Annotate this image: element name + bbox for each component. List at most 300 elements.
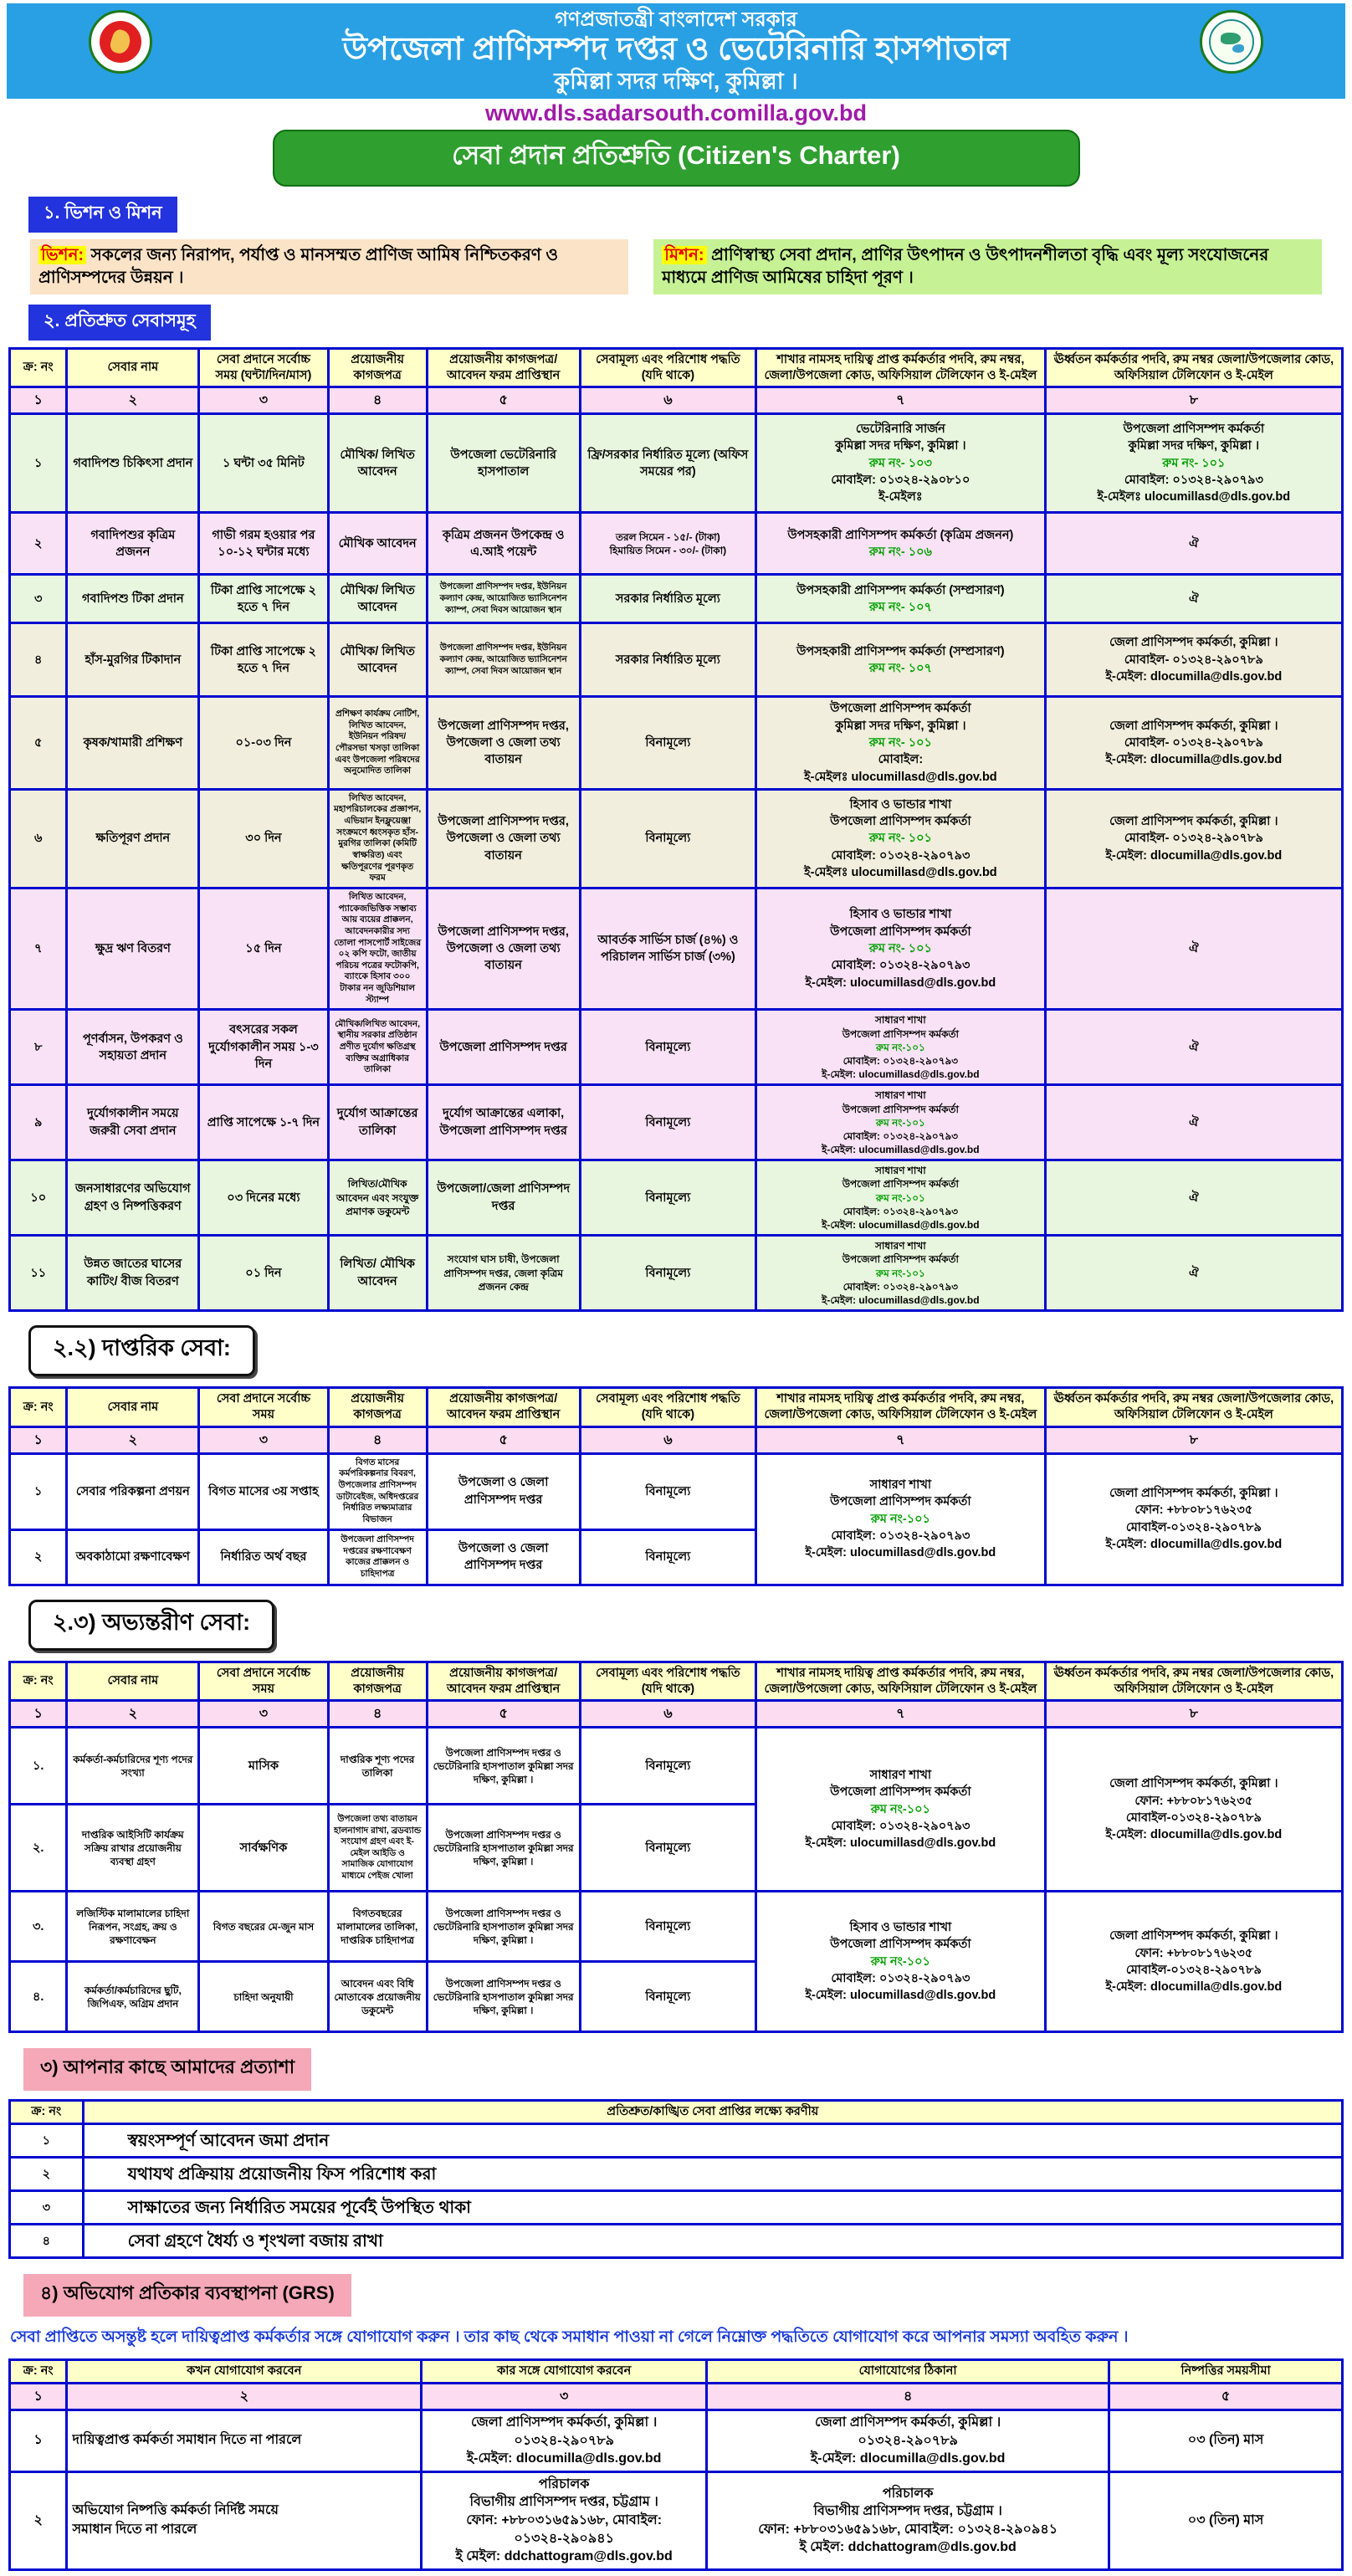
table-cell: ৬ xyxy=(10,789,67,888)
cell-line: সাধারণ শাখা xyxy=(874,1089,926,1102)
table-cell: ঐ xyxy=(1045,1085,1342,1160)
cell-line: রুম নং-১০১ xyxy=(875,1116,925,1129)
cell-line: উপজেলা প্রাণিসম্পদ কর্মকর্তা xyxy=(830,702,971,716)
cell-line: উপজেলা প্রাণিসম্পদ কর্মকর্তা xyxy=(830,814,971,828)
table-cell: ০১ দিন xyxy=(199,1236,329,1311)
table-header-row xyxy=(10,1662,1343,1701)
cell-line: রুম নং- ১০১ xyxy=(868,832,932,846)
table-cell: ঐ xyxy=(1045,575,1342,623)
cell-line: ই-মেইলঃ ulocumillasd@dls.gov.bd xyxy=(804,770,997,784)
cell-line: লজিস্টিক মালামালের চাহিদা নিরূপন, সংগ্রহ, ক্রয় ও রক্ষণাবেক্ষন xyxy=(76,1907,190,1946)
table-cell: বিনামূল্যে xyxy=(580,1529,755,1585)
table-row xyxy=(10,2225,1343,2258)
column-number: ১ xyxy=(10,387,67,414)
cell-line: কুমিল্লা সদর দক্ষিণ, কুমিল্লা । xyxy=(835,719,966,733)
table-cell: ৭ xyxy=(10,888,67,1009)
cell-line: রুম নং-১০১ xyxy=(875,1191,925,1204)
column-header: ক্র: নং xyxy=(10,1662,67,1701)
table-cell: ২ xyxy=(10,513,67,575)
dls-logo-icon xyxy=(1200,10,1263,74)
table-row xyxy=(10,2124,1343,2158)
cell-line: সমাধান দিতে না পারলে xyxy=(72,2522,197,2537)
cell-line: উপজেলা প্রাণিসম্পদ কর্মকর্তা xyxy=(842,1103,960,1115)
column-header: ঊর্ধ্বতন কর্মকর্তার পদবি, রুম নম্বর জেলা/উপজেলার কোড, অফিসিয়াল টেলিফোন ও ই-মেইল xyxy=(1045,348,1342,387)
column-number: ৫ xyxy=(427,1701,580,1728)
table-cell: ০১-০৩ দিন xyxy=(199,697,329,789)
column-number: ৬ xyxy=(580,1426,755,1453)
cell-line: ই-মেইল: ulocumillasd@dls.gov.bd xyxy=(805,1989,996,2003)
vision-mission-row xyxy=(30,239,1322,294)
table-cell: গাভী গরম হওয়ার পর ১০-১২ ঘন্টার মধ্যে xyxy=(199,513,329,575)
column-header: ঊর্ধ্বতন কর্মকর্তার পদবি, রুম নম্বর জেলা/উপজেলার কোড, অফিসিয়াল টেলিফোন ও ই-মেইল xyxy=(1045,1662,1342,1701)
table-cell: হাঁস-মুরগির টিকাদান xyxy=(67,623,199,697)
column-header: সেবার নাম xyxy=(67,348,199,387)
cell-line: ই-মেইল: ulocumillasd@dls.gov.bd xyxy=(805,976,996,990)
table-cell xyxy=(1045,1892,1342,2032)
table-row xyxy=(10,623,1343,697)
cell-line: উপজেলা প্রাণিসম্পদ দপ্তর, ইউনিয়ন কল্যাণ কেন্দ্র, আয়োজিত ভ্যাসিনেশন ক্যাম্প, সেবা দিবস আয়োজন স্থান xyxy=(439,643,567,676)
table-cell xyxy=(1045,1453,1342,1585)
cell-line: সাক্ষাতের জন্য নির্ধারিত সময়ের পূর্বেই উপস্থিত থাকা xyxy=(127,2198,471,2217)
table-cell xyxy=(756,513,1046,575)
column-header: সেবা প্রদানে সর্বোচ্চ সময় (ঘন্টা/দিন/মাস) xyxy=(199,348,329,387)
table-cell: ১ xyxy=(10,1453,67,1529)
table-cell: বিনামূল্যে xyxy=(580,697,755,789)
table-cell xyxy=(328,789,427,888)
column-number: ৩ xyxy=(199,1426,329,1453)
column-number: ২ xyxy=(67,1426,199,1453)
cell-line: হিসাব ও ভান্ডার শাখা xyxy=(849,908,952,922)
cell-line: উপজেলা প্রাণিসম্পদ কর্মকর্তা xyxy=(830,1785,971,1800)
table-row xyxy=(10,697,1343,789)
cell-line: সাধারণ শাখা xyxy=(874,1014,926,1027)
cell-line: উপজেলা প্রাণিসম্পদ দপ্তর, ইউনিয়ন কল্যাণ কেন্দ্র, আয়োজিত ভ্যাসিনেশন ক্যাম্প, সেবা দিবস আয়োজন স্থান xyxy=(439,581,567,615)
table-cell: মৌখিক/ লিখিত আবেদন xyxy=(328,414,427,513)
column-number: ৫ xyxy=(427,1426,580,1453)
table-cell xyxy=(580,513,755,575)
table-cell: উপজেলা প্রাণিসম্পদ দপ্তর xyxy=(427,1010,580,1085)
column-number: ৭ xyxy=(756,1701,1046,1728)
table-cell xyxy=(1045,789,1342,888)
cell-line: ই-মেইল: dlocumilla@dls.gov.bd xyxy=(466,2451,662,2466)
table-cell: বিনামূল্যে xyxy=(580,1892,755,1962)
table-cell xyxy=(756,697,1046,789)
cell-line: রুম নং-১০১ xyxy=(870,1954,930,1969)
cell-line: বিগত মাসের কর্মপরিকল্পনার বিবরণ, উপজেলার প্রাণিসম্পদ ডাটাবেইজ, অধিদপ্তরের নির্ধারিত লক্ষ্যমাত্রার বিভাজন xyxy=(336,1457,419,1525)
table-cell xyxy=(67,1728,199,1805)
table-cell xyxy=(756,1160,1046,1236)
table-cell xyxy=(83,2225,1342,2258)
cell-line: জেলা প্রাণিসম্পদ কর্মকর্তা, কুমিল্লা । xyxy=(471,2415,658,2430)
vision-text: সকলের জন্য নিরাপদ, পর্যাপ্ত ও মানসম্মত প্রাণিজ আমিষ নিশ্চিতকরণ ও প্রাণিসম্পদের উন্নয়ন । xyxy=(38,245,559,287)
column-number: ৫ xyxy=(1109,2384,1343,2410)
column-number: ৫ xyxy=(427,387,580,414)
table-cell xyxy=(707,2471,1109,2569)
govt-seal-inner xyxy=(100,21,141,63)
table-cell xyxy=(67,1805,199,1892)
table-cell: বিনামূল্যে xyxy=(580,1962,755,2032)
table-cell: ৩০ দিন xyxy=(199,789,329,888)
table-cell: ঐ xyxy=(1045,513,1342,575)
cell-line: ই-মেইলঃ xyxy=(878,490,923,504)
table-cell xyxy=(83,2191,1342,2225)
cell-line: জেলা প্রাণিসম্পদ কর্মকর্তা, কুমিল্লা । xyxy=(1109,1929,1278,1944)
cell-line: ই-মেইলঃ ulocumillasd@dls.gov.bd xyxy=(1097,490,1291,504)
cell-line: জেলা প্রাণিসম্পদ কর্মকর্তা, কুমিল্লা । xyxy=(1109,636,1278,650)
table-cell xyxy=(427,1805,580,1892)
table-cell: বিনামূল্যে xyxy=(580,1085,755,1160)
table-cell: ঐ xyxy=(1045,1160,1342,1236)
table-cell: প্রাপ্তি সাপেক্ষে ১-৭ দিন xyxy=(199,1085,329,1160)
cell-line: ই-মেইল: ulocumillasd@dls.gov.bd xyxy=(805,1546,996,1560)
column-header: সেবামূল্য এবং পরিশোধ পদ্ধতি (যদি থাকে) xyxy=(580,348,755,387)
cell-line: কুমিল্লা সদর দক্ষিণ, কুমিল্লা । xyxy=(1128,439,1260,453)
cell-line: পরিচালক xyxy=(538,2476,590,2491)
section-2-3-title: ২.৩) অভ্যন্তরীণ সেবা: xyxy=(28,1600,274,1651)
cell-line: রুম নং- ১০১ xyxy=(1162,456,1226,470)
table-cell: সেবার পরিকল্পনা প্রণয়ন xyxy=(67,1453,199,1529)
cell-line: উপজেলা প্রাণিসম্পদ কর্মকর্তা xyxy=(830,1495,971,1509)
table-header-row xyxy=(10,1388,1343,1427)
cell-line: মোবাইল- ০১৩২৪-২৯০৭৮৯ xyxy=(1124,832,1263,846)
column-number: ৮ xyxy=(1045,387,1342,414)
table-cell: ঐ xyxy=(1045,1010,1342,1085)
table-row xyxy=(10,575,1343,623)
table-cell: ৩ xyxy=(10,575,67,623)
table-row xyxy=(10,1728,1343,1805)
column-number: ৪ xyxy=(707,2384,1109,2410)
table-row xyxy=(10,1010,1343,1085)
table-cell: উপজেলা ও জেলা প্রাণিসম্পদ দপ্তর xyxy=(427,1529,580,1585)
column-header: শাখার নামসহ দায়িত্ব প্রাপ্ত কর্মকর্তার পদবি, রুম নম্বর, জেলা/উপজেলা কোড, অফিসিয়াল টেলিফোন ও ই-মেইল xyxy=(756,348,1046,387)
cell-line: রুম নং- ১০৭ xyxy=(868,600,932,614)
cell-line: ই-মেইল: dlocumilla@dls.gov.bd xyxy=(1105,670,1283,684)
section-3-title: ৩) আপনার কাছে আমাদের প্রত্যাশা xyxy=(23,2048,311,2091)
column-header: সেবার নাম xyxy=(67,1388,199,1427)
cell-line: সাধারণ শাখা xyxy=(874,1165,926,1177)
website-link[interactable]: www.dls.sadarsouth.comilla.gov.bd xyxy=(484,100,868,125)
cell-line: মোবাইল: ০১৩২৪-২৯০৭৯৩ xyxy=(842,1054,959,1067)
column-header: প্রতিশ্রুত/কাঙ্খিত সেবা প্রাপ্তির লক্ষ্যে করণীয় xyxy=(83,2101,1342,2124)
office-location: কুমিল্লা সদর দক্ষিণ, কুমিল্লা । xyxy=(554,69,798,95)
cell-line: তরল সিমেন - ১৫/- (টাকা) xyxy=(616,530,720,543)
cell-line: ফোন: +৮৮০৩১৬৫৯১৬৮, মোবাইল: ০১৩২৪-২৯০৯৪১ xyxy=(758,2522,1058,2537)
table-cell xyxy=(328,1529,427,1585)
table-cell: গবাদিপশু টিকা প্রদান xyxy=(67,575,199,623)
table-cell xyxy=(67,2471,422,2569)
column-number: ১ xyxy=(10,2384,67,2410)
cell-line: উপজেলা প্রাণিসম্পদ কর্মকর্তা xyxy=(830,924,971,939)
table-cell: ৫ xyxy=(10,697,67,789)
table-cell: আবর্তক সার্ভিস চার্জ (৪%) ও পরিচালন সার্ভিস চার্জ (৩%) xyxy=(580,888,755,1009)
table-cell xyxy=(427,575,580,623)
table-row xyxy=(10,1236,1343,1311)
column-number: ৭ xyxy=(756,1426,1046,1453)
column-header: প্রয়োজনীয় কাগজপত্র xyxy=(328,1662,427,1701)
cell-line: উপজেলা প্রাণিসম্পদ কর্মকর্তা xyxy=(1123,423,1265,437)
cell-line: কর্মকর্তা-কর্মচারিদের শূণ্য পদের সংখ্যা xyxy=(73,1753,193,1779)
cell-line: মোবাইল: ০১৩২৪-২৯০৭৯৩ xyxy=(842,1129,959,1142)
cell-line: উপজেলা প্রাণিসম্পদ দপ্তর ও ভেটেরিনারি হাসপাতাল কুমিল্লা সদর দক্ষিণ, কুমিল্লা । xyxy=(433,1907,574,1946)
table-cell: বিগত মাসের ৩য় সপ্তাহ xyxy=(199,1453,329,1529)
expectations-table xyxy=(8,2099,1344,2259)
table-cell: ০৩ দিনের মধ্যে xyxy=(199,1160,329,1236)
column-number: ৩ xyxy=(199,387,329,414)
cell-line: রুম নং- ১০৩ xyxy=(868,456,932,470)
table-cell: ৩. xyxy=(10,1892,67,1962)
cell-line: উপজেলা প্রাণিসম্পদ কর্মকর্তা xyxy=(842,1253,960,1266)
table-cell: বিনামূল্যে xyxy=(580,1236,755,1311)
table-cell: ২. xyxy=(10,1805,67,1892)
cell-line: জেলা প্রাণিসম্পদ কর্মকর্তা, কুমিল্লা । xyxy=(1109,814,1278,828)
table-cell: ১১ xyxy=(10,1236,67,1311)
table-cell: দুর্যোগ আক্রান্তের তালিকা xyxy=(328,1085,427,1160)
column-number-row xyxy=(10,1426,1343,1453)
table-cell: বিনামূল্যে xyxy=(580,1010,755,1085)
cell-line: বিভাগীয় প্রাণিসম্পদ দপ্তর, চট্টগ্রাম । xyxy=(813,2504,1002,2519)
table-cell xyxy=(1045,1728,1342,1892)
cell-line: কর্মকর্তা/কর্মচারিদের ছুটি, জিপিএফ, অগ্রিম প্রদান xyxy=(84,1984,182,2010)
table-cell xyxy=(328,1010,427,1085)
table-row xyxy=(10,2471,1343,2569)
cell-line: মোবাইল: ০১৩২৪-২৯০৭৯৩ xyxy=(831,1529,970,1543)
table-cell: ক্ষতিপূরণ প্রদান xyxy=(67,789,199,888)
column-header: সেবামূল্য এবং পরিশোধ পদ্ধতি (যদি থাকে) xyxy=(580,1662,755,1701)
cell-line: দাপ্তরিক শূণ্য পদের তালিকা xyxy=(340,1753,415,1779)
table-cell: বৎসরের সকল দুর্যোগকালীন সময় ১-৩ দিন xyxy=(199,1010,329,1085)
cell-line: ই-মেইল: dlocumilla@dls.gov.bd xyxy=(1105,1980,1283,1995)
cell-line: হিসাব ও ভান্ডার শাখা xyxy=(849,1921,952,1935)
column-number: ৩ xyxy=(199,1701,329,1728)
table-cell xyxy=(756,1728,1046,1892)
cell-line: মোবাইল: ০১৩২৪-২৯০৭৯৩ xyxy=(831,1971,970,1985)
table-cell xyxy=(328,1962,427,2032)
cell-line: প্রশিক্ষণ কার্যক্রম নোটিশ, লিখিত আবেদন, ইউনিয়ন পরিষদ/ পৌরসভা খসড়া তালিকা এবং উপজেলা পরিষদের অনুমোদিত তালিকা xyxy=(335,709,420,776)
column-header: সেবা প্রদানে সর্বোচ্চ সময় xyxy=(199,1662,329,1701)
column-number: ৮ xyxy=(1045,1701,1342,1728)
table-row xyxy=(10,888,1343,1009)
table-cell: বিনামূল্যে xyxy=(580,789,755,888)
cell-line: মোবাইল-০১৩২৪-২৯০৭৮৯ xyxy=(1125,1963,1262,1977)
table-cell: সার্বক্ষণিক xyxy=(199,1805,329,1892)
table-cell: মৌখিক/ লিখিত আবেদন xyxy=(328,623,427,697)
table-cell: টিকা প্রাপ্তি সাপেক্ষে ২ হতে ৭ দিন xyxy=(199,623,329,697)
cell-line: উপজেলা প্রাণিসম্পদ কর্মকর্তা xyxy=(842,1178,960,1191)
section-2-2-title: ২.২) দাপ্তরিক সেবা: xyxy=(28,1325,255,1376)
cell-line: ফোন: +৮৮০৮১৭৬২৩৫ xyxy=(1134,1946,1253,1960)
grs-table xyxy=(8,2358,1344,2571)
table-cell xyxy=(67,1962,199,2032)
cell-line: বিভাগীয় প্রাণিসম্পদ দপ্তর, চট্টগ্রাম । xyxy=(469,2495,658,2510)
cell-line: বিগত বছরের মে-জুন মাস xyxy=(213,1920,315,1933)
column-header: ক্র: নং xyxy=(10,2360,67,2384)
column-header: ক্র: নং xyxy=(10,348,67,387)
column-header: সেবার নাম xyxy=(67,1662,199,1701)
cell-line: মোবাইল: ০১৩২৪-২৯০৮১০ xyxy=(831,474,970,487)
table-cell xyxy=(756,1453,1046,1585)
cell-line: উপজেলা প্রাণিসম্পদ দপ্তর ও ভেটেরিনারি হাসপাতাল কুমিল্লা সদর দক্ষিণ, কুমিল্লা । xyxy=(433,1828,574,1867)
cell-line: ই মেইল: ddchattogram@dls.gov.bd xyxy=(799,2540,1017,2555)
column-header: সেবা প্রদানে সর্বোচ্চ সময় xyxy=(199,1388,329,1427)
table-cell xyxy=(328,1805,427,1892)
column-header: ঊর্ধ্বতন কর্মকর্তার পদবি, রুম নম্বর জেলা/উপজেলার কোড, অফিসিয়াল টেলিফোন ও ই-মেইল xyxy=(1045,1388,1342,1427)
table-cell xyxy=(427,1728,580,1805)
cell-line: রুম নং- ১০৭ xyxy=(868,661,932,675)
table-cell: ৮ xyxy=(10,1010,67,1085)
cell-line: সাধারণ শাখা xyxy=(874,1240,926,1252)
table-cell xyxy=(1045,414,1342,513)
table-cell: ২ xyxy=(10,1529,67,1585)
table-cell xyxy=(422,2410,707,2472)
cell-line: মোবাইল: ০১৩২৪-২৯০৭৯৩ xyxy=(842,1205,959,1217)
table-row xyxy=(10,1453,1343,1529)
column-header: কার সঙ্গে যোগাযোগ করবেন xyxy=(422,2360,707,2384)
cell-line: আবেদন এবং বিধি মোতাবেক প্রয়োজনীয় ডকুমেন্ট xyxy=(334,1977,421,2016)
column-number: ১ xyxy=(10,1426,67,1453)
cell-line: ভেটেরিনারি সার্জন xyxy=(855,423,945,437)
cell-line: জেলা প্রাণিসম্পদ কর্মকর্তা, কুমিল্লা । xyxy=(1109,719,1278,733)
cell-line: ই-মেইল: dlocumilla@dls.gov.bd xyxy=(1105,753,1283,767)
table-cell: সরকার নির্ধারিত মূল্যে xyxy=(580,575,755,623)
cell-line: উপজেলা প্রাণিসম্পদ কর্মকর্তা xyxy=(830,1938,971,1952)
table-cell: গবাদিপশুর কৃত্রিম প্রজনন xyxy=(67,513,199,575)
column-number: ৬ xyxy=(580,1701,755,1728)
cell-line: ই-মেইল: ulocumillasd@dls.gov.bd xyxy=(805,1836,996,1851)
table-row xyxy=(10,789,1343,888)
column-header: প্রয়োজনীয় কাগজপত্র/আবেদন ফরম প্রাপ্তিস্থান xyxy=(427,348,580,387)
mission-text: প্রাণিস্বাস্থ্য সেবা প্রদান, প্রাণির উৎপাদন ও উৎপাদনশীলতা বৃদ্ধি এবং মূল্য সংযোজনের মাধ্যমে প্রাণিজ আমিষের চাহিদা পূরণ । xyxy=(662,245,1269,287)
cell-line: ফোন: +৮৮০৩১৬৫৯১৬৮, মোবাইল: ০১৩২৪-২৯০৯৪১ xyxy=(466,2513,663,2546)
cell-line: লিখিত/মৌখিক আবেদন এবং সংযুক্ত প্রমাণক ডকুমেন্ট xyxy=(336,1178,419,1217)
column-header: প্রয়োজনীয় কাগজপত্র/আবেদন ফরম প্রাপ্তিস্থান xyxy=(427,1662,580,1701)
table-cell xyxy=(67,1892,199,1962)
cell-line: রুম নং-১০১ xyxy=(875,1267,925,1279)
table-cell: ২ xyxy=(10,2471,67,2569)
table-cell: ঐ xyxy=(1045,888,1342,1009)
table-cell xyxy=(422,2471,707,2569)
table-cell: ফ্রি/সরকার নির্ধারিত মূল্যে (অফিস সময়ের পর) xyxy=(580,414,755,513)
cell-line: দাপ্তরিক আইসিটি কার্যক্রম সক্রিয় রাখার প্রয়োজনীয় ব্যবস্থা গ্রহণ xyxy=(81,1828,184,1867)
cell-line: রুম নং- ১০১ xyxy=(868,942,932,956)
official-services-table xyxy=(8,1386,1344,1586)
column-number: ৩ xyxy=(422,2384,707,2410)
cell-line: রুম নং- ১০৬ xyxy=(868,545,932,559)
table-cell: উপজেলা প্রাণিসম্পদ দপ্তর, উপজেলা ও জেলা তথ্য বাতায়ন xyxy=(427,888,580,1009)
cell-line: হিমায়িত সিমেন - ৩০/- (টাকা) xyxy=(609,544,727,556)
table-cell: পূণর্বাসন, উপকরণ ও সহায়তা প্রদান xyxy=(67,1010,199,1085)
cell-line: ফোন: +৮৮০৮১৭৬২৩৫ xyxy=(1134,1503,1253,1518)
table-cell xyxy=(756,1010,1046,1085)
citizens-charter-page xyxy=(0,3,1352,2576)
table-cell: লিখিত/ মৌখিক আবেদন xyxy=(328,1236,427,1311)
table-cell xyxy=(756,414,1046,513)
column-header: নিষ্পত্তির সময়সীমা xyxy=(1109,2360,1343,2384)
table-cell: ৪ xyxy=(10,623,67,697)
cell-line: মোবাইল: xyxy=(878,753,924,767)
table-row xyxy=(10,1085,1343,1160)
column-number-row xyxy=(10,2384,1343,2410)
cell-line: ই-মেইল: dlocumilla@dls.gov.bd xyxy=(1105,848,1283,863)
cell-line: চাহিদা অনুযায়ী xyxy=(233,1990,294,2003)
table-cell xyxy=(67,2410,422,2472)
table-cell xyxy=(328,1728,427,1805)
cell-line: জেলা প্রাণিসম্পদ কর্মকর্তা, কুমিল্লা । xyxy=(1109,1487,1278,1501)
cell-line: উপসহকারী প্রাণিসম্পদ কর্মকর্তা (কৃত্রিম প্রজনন) xyxy=(787,528,1014,542)
table-cell: গবাদিপশু চিকিৎসা প্রদান xyxy=(67,414,199,513)
column-header: প্রয়োজনীয় কাগজপত্র xyxy=(328,1388,427,1427)
table-cell: উপজেলা প্রাণিসম্পদ দপ্তর, উপজেলা ও জেলা তথ্য বাতায়ন xyxy=(427,697,580,789)
govt-seal-icon xyxy=(89,10,152,74)
table-header-row xyxy=(10,348,1343,387)
cell-line: বিগতবছরের মালামালের তালিকা, দাপ্তরিক চাহিদাপত্র xyxy=(336,1907,418,1946)
cell-line: পরিচালক xyxy=(882,2486,934,2501)
table-cell xyxy=(427,1962,580,2032)
cell-line: কুমিল্লা সদর দক্ষিণ, কুমিল্লা । xyxy=(835,439,966,453)
column-number: ১ xyxy=(10,1701,67,1728)
table-cell: ১. xyxy=(10,1728,67,1805)
cell-line: উপসহকারী প্রাণিসম্পদ কর্মকর্তা (সম্প্রসারণ) xyxy=(796,644,1005,658)
cell-line: উপজেলা প্রাণিসম্পদ কর্মকর্তা xyxy=(842,1027,960,1040)
cell-line: যথাযথ প্রক্রিয়ায় প্রয়োজনীয় ফিস পরিশোধ করা xyxy=(127,2164,437,2184)
column-number-row xyxy=(10,387,1343,414)
table-cell: টিকা প্রাপ্তি সাপেক্ষে ২ হতে ৭ দিন xyxy=(199,575,329,623)
table-row xyxy=(10,414,1343,513)
table-cell: ঐ xyxy=(1045,1236,1342,1311)
table-cell xyxy=(756,888,1046,1009)
table-cell: ১ xyxy=(10,414,67,513)
cell-line: ই-মেইলঃ ulocumillasd@dls.gov.bd xyxy=(804,865,997,879)
table-cell xyxy=(756,623,1046,697)
section-4-title: ৪) অভিযোগ প্রতিকার ব্যবস্থাপনা (GRS) xyxy=(23,2274,351,2317)
cell-line: রুম নং- ১০১ xyxy=(868,735,932,750)
cell-line: উপসহকারী প্রাণিসম্পদ কর্মকর্তা (সম্প্রসারণ) xyxy=(796,583,1005,597)
column-number: ৪ xyxy=(328,387,427,414)
table-cell: মৌখিক আবেদন xyxy=(328,513,427,575)
cell-line: লিখিত আবেদন, মহাপরিচালকের প্রজ্ঞাপন, এভিয়ান ইনফ্লুয়েঞ্জা সংক্রমণে ধ্বংসকৃত হাঁস-মুরগির তালিকা (কমিটি স্বাক্ষরিত) এবং ক্ষতিপূরণের পূরণকৃত ফরম xyxy=(333,792,422,883)
table-row xyxy=(10,2191,1343,2225)
column-number: ২ xyxy=(67,387,199,414)
cell-line: ই-মেইল: ulocumillasd@dls.gov.bd xyxy=(822,1068,980,1081)
column-header: প্রয়োজনীয় কাগজপত্র/আবেদন ফরম প্রাপ্তিস্থান xyxy=(427,1388,580,1427)
cell-line: ই-মেইল: dlocumilla@dls.gov.bd xyxy=(1105,1828,1283,1842)
table-cell: ১ xyxy=(10,2410,67,2472)
table-cell xyxy=(756,1892,1046,2032)
table-row xyxy=(10,1892,1343,1962)
cell-line: রুম নং-১০১ xyxy=(875,1041,925,1053)
cell-line: মোবাইল: ০১৩২৪-২৯০৭৯৩ xyxy=(831,959,970,973)
cell-line: ই-মেইল: ulocumillasd@dls.gov.bd xyxy=(822,1144,980,1156)
column-header: সেবামূল্য এবং পরিশোধ পদ্ধতি (যদি থাকে) xyxy=(580,1388,755,1427)
table-cell xyxy=(1045,697,1342,789)
table-cell: মৌখিক/ লিখিত আবেদন xyxy=(328,575,427,623)
cell-line: ই-মেইল: ulocumillasd@dls.gov.bd xyxy=(822,1293,980,1306)
column-number: ২ xyxy=(67,2384,422,2410)
table-cell xyxy=(83,2124,1342,2158)
table-cell xyxy=(427,1892,580,1962)
cell-line: স্বয়ংসম্পূর্ণ আবেদন জমা প্রদান xyxy=(127,2131,330,2150)
table-cell: উপজেলা প্রাণিসম্পদ দপ্তর, উপজেলা ও জেলা তথ্য বাতায়ন xyxy=(427,789,580,888)
table-cell xyxy=(756,1236,1046,1311)
column-header: ক্র: নং xyxy=(10,1388,67,1427)
grs-intro-text: সেবা প্রাপ্তিতে অসন্তুষ্ট হলে দায়িত্বপ্রাপ্ত কর্মকর্তার সঙ্গে যোগাযোগ করুন । তার কাছ থেকে সমাধান পাওয়া না গেলে নিম্নোক্ত পদ্ধতিতে যোগাযোগ করে আপনার সমস্যা অবহিত করুন । xyxy=(10,2328,1129,2347)
table-cell xyxy=(427,623,580,697)
cell-line: মোবাইল- ০১৩২৪-২৯০৭৮৯ xyxy=(1124,653,1263,667)
column-number: ৪ xyxy=(328,1701,427,1728)
table-cell: উন্নত জাতের ঘাসের কাটিং/ বীজ বিতরণ xyxy=(67,1236,199,1311)
cell-line: ০১৩২৪-২৯০৭৮৯ xyxy=(514,2433,614,2448)
table-row xyxy=(10,1160,1343,1236)
table-cell xyxy=(427,1236,580,1311)
